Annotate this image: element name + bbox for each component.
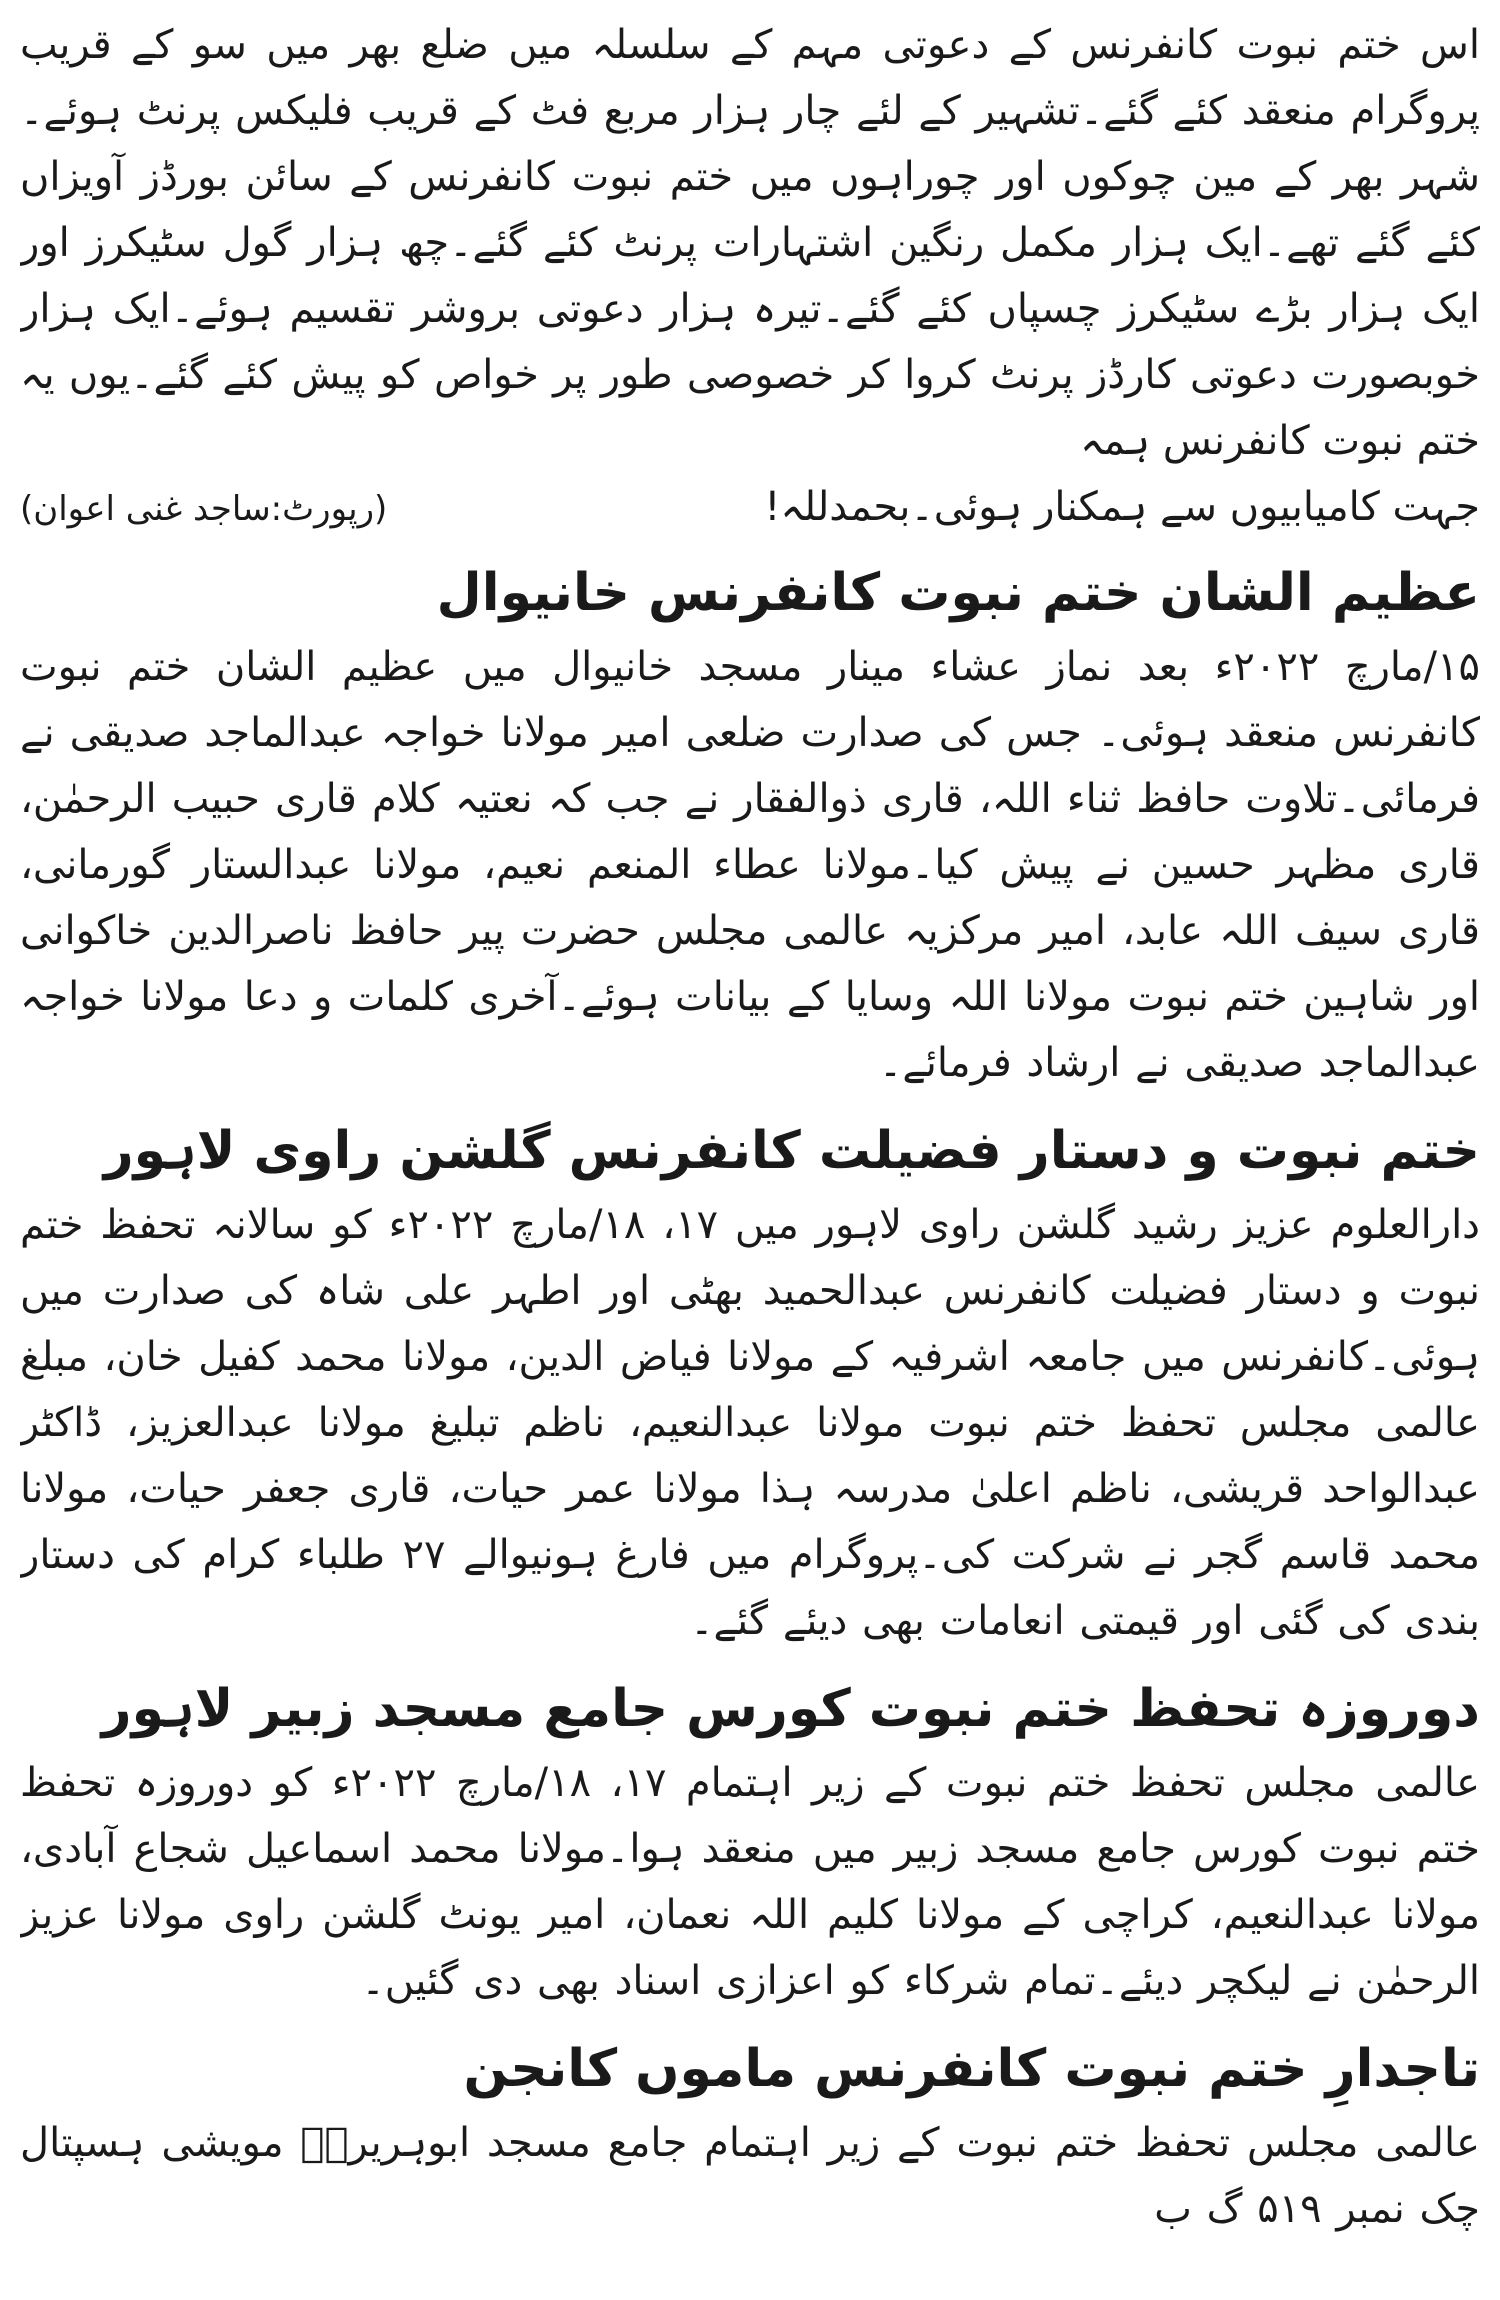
document-page [20, 12, 1480, 2292]
section-body-khanewal: ۱۵/مارچ ۲۰۲۲ء بعد نماز عشاء مینار مسجد خانیوال میں عظیم الشان ختم نبوت کانفرنس منعقد ہوئی۔ جس کی صدارت ضلعی امیر مولانا خواجہ عبدالماجد صدیقی نے فرمائی۔تلاوت حافظ ثناء اللہ، قاری ذوالفقار نے جب کہ نعتیہ کلام قاری حبیب الرحمٰن، قاری مظہر حسین نے پیش کیا۔مولانا عطاء المنعم نعیم، مولانا عبدالستار گورمانی، قاری سیف اللہ عابد، امیر مرکزیہ عالمی مجلس حضرت پیر حافظ ناصرالدین خاکوانی اور شاہین ختم نبوت مولانا اللہ وسایا کے بیانات ہوئے۔آخری کلمات و دعا مولانا خواجہ عبدالماجد صدیقی نے ارشاد فرمائے۔ [20, 644, 1480, 1086]
section-heading-gulshan-ravi: ختم نبوت و دستار فضیلت کانفرنس گلشن راوی لاہور [103, 1121, 1480, 1181]
reporter-credit: (رپورٹ:ساجد غنی اعوان) [20, 489, 388, 529]
section-heading-zubair-course: دوروزہ تحفظ ختم نبوت کورس جامع مسجد زبیر لاہور [101, 1679, 1480, 1739]
section-heading-mamun-kanjan: تاجدارِ ختم نبوت کانفرنس ماموں کانجن [463, 2039, 1480, 2099]
intro-closing-line [20, 474, 1480, 542]
intro-paragraph: اس ختم نبوت کانفرنس کے دعوتی مہم کے سلسلہ میں ضلع بھر میں سو کے قریب پروگرام منعقد کئے گئے۔تشہیر کے لئے چار ہزار مربع فٹ کے قریب فلیکس پرنٹ ہوئے۔شہر بھر کے مین چوکوں اور چوراہوں میں ختم نبوت کانفرنس کے سائن بورڈز آویزاں کئے گئے تھے۔ایک ہزار مکمل رنگین اشتہارات پرنٹ کئے گئے۔چھ ہزار گول سٹیکرز اور ایک ہزار بڑے سٹیکرز چسپاں کئے گئے۔تیرہ ہزار دعوتی بروشر تقسیم ہوئے۔ایک ہزار خوبصورت دعوتی کارڈز پرنٹ کروا کر خصوصی طور پر خواص کو پیش کئے گئے۔یوں یہ ختم نبوت کانفرنس ہمہ [20, 22, 1480, 464]
intro-closing-text: جہت کامیابیوں سے ہمکنار ہوئی۔بحمدللہ! [764, 484, 1480, 530]
section-body-gulshan-ravi: دارالعلوم عزیز رشید گلشن راوی لاہور میں ۱۷، ۱۸/مارچ ۲۰۲۲ء کو سالانہ تحفظ ختم نبوت و دستار فضیلت کانفرنس عبدالحمید بھٹی اور اطہر علی شاہ کی صدارت میں ہوئی۔کانفرنس میں جامعہ اشرفیہ کے مولانا فیاض الدین، مولانا محمد کفیل خان، مبلغ عالمی مجلس تحفظ ختم نبوت مولانا عبدالنعیم، ناظم تبلیغ مولانا عبدالعزیز، ڈاکٹر عبدالواحد قریشی، ناظم اعلیٰ مدرسہ ہذا مولانا عمر حیات، قاری جعفر حیات، مولانا محمد قاسم گجر نے شرکت کی۔پروگرام میں فارغ ہونیوالے ۲۷ طلباء کرام کی دستار بندی کی گئی اور قیمتی انعامات بھی دیئے گئے۔ [20, 1202, 1480, 1644]
section-heading-khanewal: عظیم الشان ختم نبوت کانفرنس خانیوال [436, 563, 1480, 623]
section-body-zubair-course: عالمی مجلس تحفظ ختم نبوت کے زیر اہتمام ۱۷، ۱۸/مارچ ۲۰۲۲ء کو دوروزہ تحفظ ختم نبوت کورس جامع مسجد زبیر میں منعقد ہوا۔مولانا محمد اسماعیل شجاع آبادی، مولانا عبدالنعیم، کراچی کے مولانا کلیم اللہ نعمان، امیر یونٹ گلشن راوی مولانا عزیز الرحمٰن نے لیکچر دیئے۔تمام شرکاء کو اعزازی اسناد بھی دی گئیں۔ [20, 1760, 1480, 2004]
section-body-mamun-kanjan: عالمی مجلس تحفظ ختم نبوت کے زیر اہتمام جامع مسجد ابوہریرہؓ مویشی ہسپتال چک نمبر ۵۱۹ گ ب [20, 2120, 1480, 2232]
